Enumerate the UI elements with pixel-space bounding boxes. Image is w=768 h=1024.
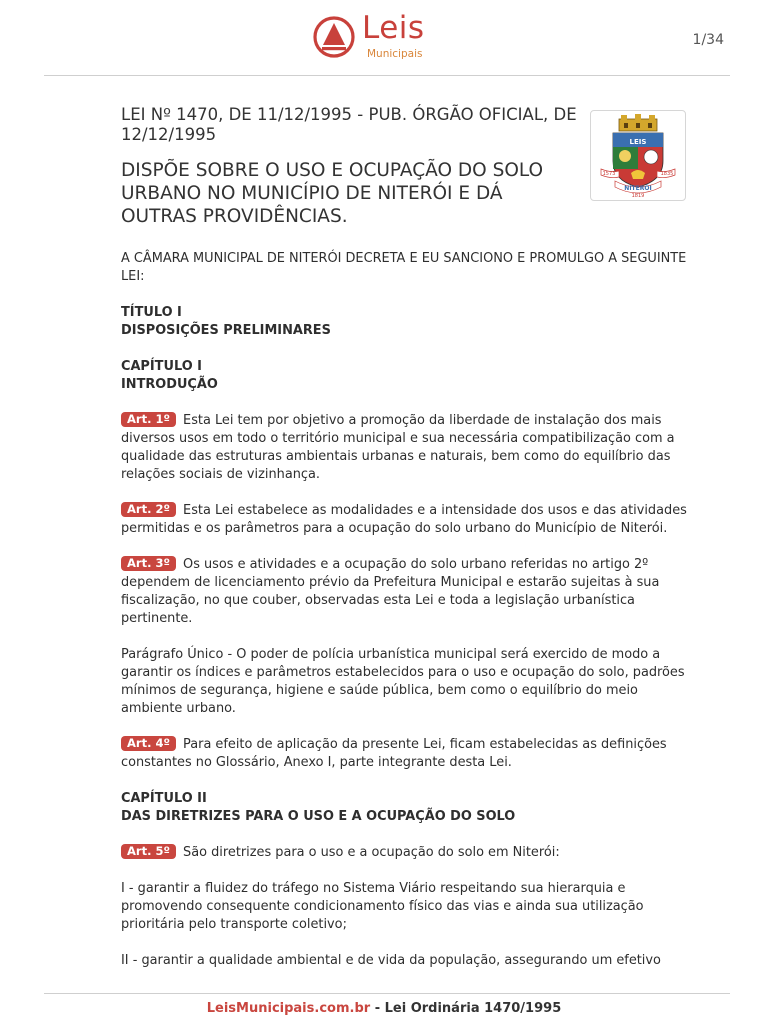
chapter-1-number: CAPÍTULO I — [121, 359, 202, 374]
chapter-1-name: INTRODUÇÃO — [121, 377, 218, 392]
item-ii: II - garantir a qualidade ambiental e de vida da população, assegurando um efetivo — [121, 953, 661, 968]
logo-subtitle: Municipais — [367, 48, 423, 60]
footer-law-reference: Lei Ordinária 1470/1995 — [384, 1001, 562, 1016]
titulo-heading-number: TÍTULO I — [121, 305, 182, 320]
article-2-badge[interactable]: Art. 2º — [121, 502, 176, 517]
crest-year-right: 1835 — [660, 171, 674, 177]
crest-year-bottom: 1819 — [631, 193, 645, 199]
footer-divider — [44, 993, 730, 994]
article-5 — [121, 844, 691, 862]
page-footer — [0, 1001, 768, 1016]
preamble: A CÂMARA MUNICIPAL DE NITERÓI DECRETA E EU SANCIONO E PROMULGO A SEGUINTE LEI: — [121, 251, 687, 284]
header-divider — [44, 75, 730, 76]
article-4 — [121, 736, 691, 772]
article-1 — [121, 412, 691, 484]
page-header — [0, 0, 768, 76]
article-5-badge[interactable]: Art. 5º — [121, 844, 176, 859]
article-3 — [121, 556, 691, 628]
document-body — [121, 250, 691, 970]
article-1-badge[interactable]: Art. 1º — [121, 412, 176, 427]
titulo-heading-name: DISPOSIÇÕES PRELIMINARES — [121, 323, 331, 338]
article-2-text: Esta Lei estabelece as modalidades e a intensidade dos usos e das atividades permitidas e os parâmetros para a ocupação do solo urbano do Município de Niterói. — [121, 503, 687, 536]
article-4-text: Para efeito de aplicação da presente Lei, ficam estabelecidas as definições constantes no Glossário, Anexo I, parte integrante desta Lei. — [121, 737, 667, 770]
law-identifier: LEI Nº 1470, DE 11/12/1995 - PUB. ÓRGÃO OFICIAL, DE 12/12/1995 — [121, 105, 577, 144]
logo-emblem-icon — [312, 14, 360, 62]
leis-municipais-logo[interactable] — [312, 10, 442, 64]
crest-year-left: 1573 — [602, 171, 616, 177]
article-3-text: Os usos e atividades e a ocupação do solo urbano referidas no artigo 2º dependem de licenciamento prévio da Prefeitura Municipal e estarão sujeitas à sua fiscalização, no que couber, observadas esta Lei e toda a legislação urbanística pertinente. — [121, 557, 660, 626]
footer-separator: - — [370, 1001, 385, 1016]
article-5-text: São diretrizes para o uso e a ocupação do solo em Niterói: — [183, 845, 560, 860]
crest-center-text: LEIS — [629, 138, 647, 146]
paragrafo-unico: Parágrafo Único - O poder de polícia urbanística municipal será exercido de modo a garantir os índices e parâmetros estabelecidos para o uso e ocupação do solo, padrões mínimos de segurança, higiene e saúde pública, bem como o equilíbrio do meio ambiente urbano. — [121, 647, 685, 716]
article-2 — [121, 502, 691, 538]
law-summary: DISPÕE SOBRE O USO E OCUPAÇÃO DO SOLO URBANO NO MUNICÍPIO DE NITERÓI E DÁ OUTRAS PROVIDÊNCIAS. — [121, 160, 544, 227]
chapter-2-name: DAS DIRETRIZES PARA O USO E A OCUPAÇÃO DO SOLO — [121, 809, 516, 824]
footer-site-link[interactable]: LeisMunicipais.com.br — [206, 1001, 371, 1016]
item-i: I - garantir a fluidez do tráfego no Sistema Viário respeitando sua hierarquia e promovendo consequente condicionamento físico das vias e ainda sua utilização prioritária pelo transporte coletivo; — [121, 881, 644, 932]
document-title-block — [121, 105, 581, 228]
article-1-text: Esta Lei tem por objetivo a promoção da liberdade de instalação dos mais diversos usos em todo o território municipal e sua necessária compatibilização com a qualidade das estruturas ambientais urbanas e naturais, bem como do equilíbrio das relações sociais de vizinhança. — [121, 413, 675, 482]
crest-banner-text: NITERÓI — [624, 185, 652, 192]
chapter-2-number: CAPÍTULO II — [121, 791, 207, 806]
article-4-badge[interactable]: Art. 4º — [121, 736, 176, 751]
article-3-badge[interactable]: Art. 3º — [121, 556, 176, 571]
page-indicator: 1/34 — [692, 32, 724, 48]
logo-wordmark: Leis — [362, 10, 425, 46]
niteroi-coat-of-arms — [590, 110, 686, 201]
